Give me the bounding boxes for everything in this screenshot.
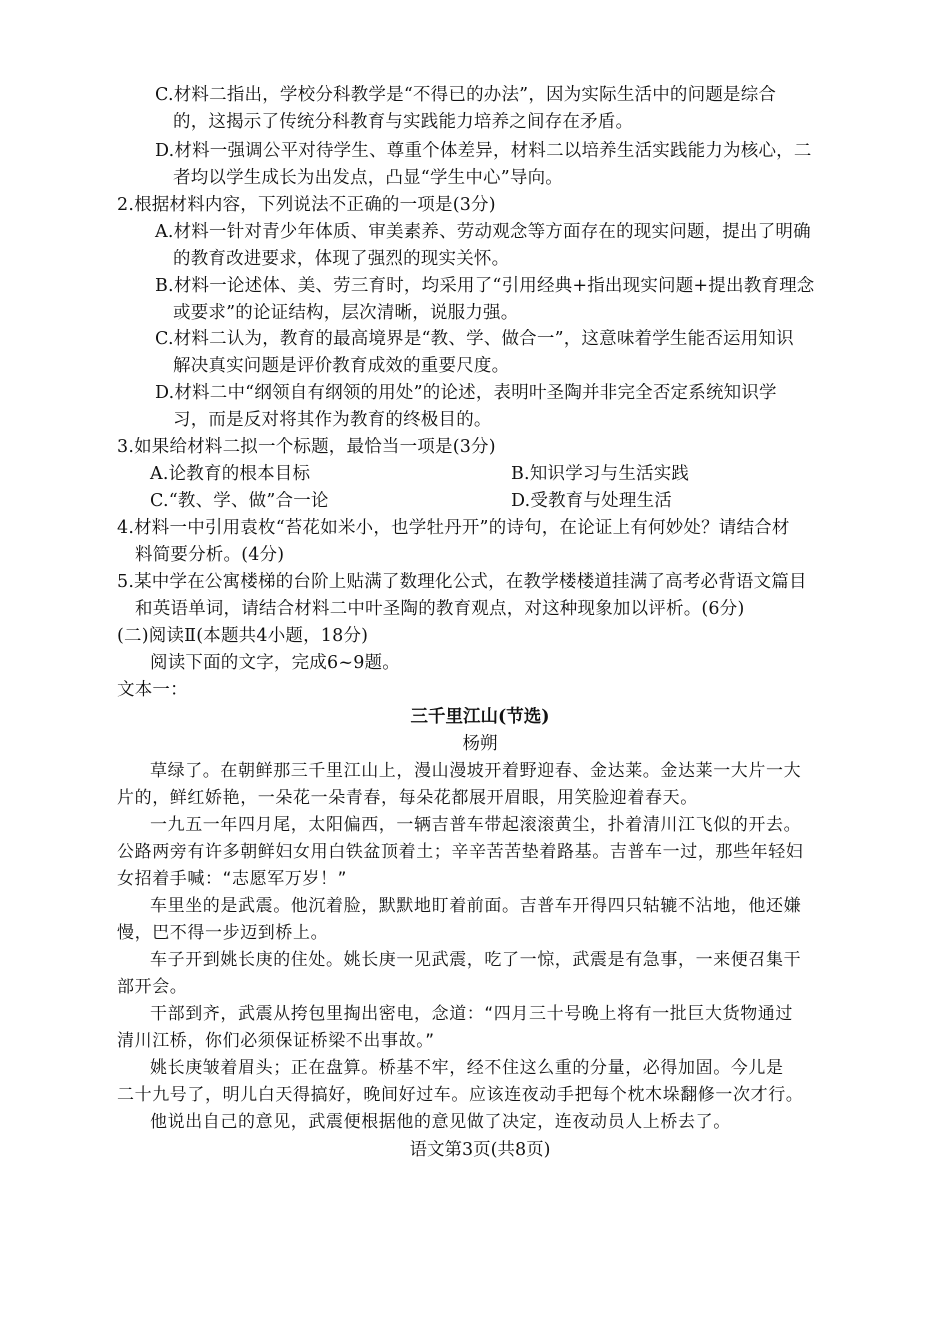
q2-option-c-line2: 解决真实问题是评价教育成效的重要尺度。 [173,356,510,376]
story-line: 片的，鲜红娇艳，一朵花一朵青春，每朵花都展开眉眼，用笑脸迎着春天。 [117,788,698,808]
story-line: 草绿了。在朝鲜那三千里江山上，漫山漫坡开着野迎春、金达莱。金达莱一大片一大 [150,761,802,781]
story-line: 部开会。 [117,977,188,997]
q5-stem-line2: 和英语单词，请结合材料二中叶圣陶的教育观点，对这种现象加以评析。(6分) [135,599,745,619]
story-line: 车子开到姚长庚的住处。姚长庚一见武震，吃了一惊，武震是有急事，一来便召集干 [150,950,802,970]
page-footer: 语文第3页(共8页) [409,1140,551,1160]
q3-option-b: B.知识学习与生活实践 [511,464,690,484]
q3-option-a: A.论教育的根本目标 [150,464,311,484]
story-line: 公路两旁有许多朝鲜妇女用白铁盆顶着土；辛辛苦苦垫着路基。吉普车一过，那些年轻妇 [117,842,804,862]
q2-option-a-line1: A.材料一针对青少年体质、审美素养、劳动观念等方面存在的现实问题，提出了明确 [155,222,811,242]
q2-option-c-line1: C.材料二认为，教育的最高境界是“教、学、做合一”，这意味着学生能否运用知识 [155,329,794,349]
story-line: 慢，巴不得一步迈到桥上。 [117,923,329,943]
q2-option-a-line2: 的教育改进要求，体现了强烈的现实关怀。 [173,249,510,269]
q2-option-d-line1: D.材料二中“纲领自有纲领的用处”的论述，表明叶圣陶并非完全否定系统知识学 [155,383,777,403]
q3-option-c: C.“教、学、做”合一论 [150,491,329,511]
q3-option-d: D.受教育与处理生活 [511,491,672,511]
story-line: 二十九号了，明儿白天得搞好，晚间好过车。应该连夜动手把每个枕木垛翻修一次才行。 [117,1085,804,1105]
text-one-label: 文本一： [117,680,188,700]
story-line: 干部到齐，武震从挎包里掏出密电，念道：“四月三十号晚上将有一批巨大货物通过 [150,1004,794,1024]
q4-stem-line2: 料简要分析。(4分) [135,545,285,565]
section2-heading: (二)阅读Ⅱ(本题共4小题，18分) [117,626,369,646]
q1-option-d-line2: 者均以学生成长为出发点，凸显“学生中心”导向。 [173,168,563,188]
q1-option-c-line2: 的，这揭示了传统分科教育与实践能力培养之间存在矛盾。 [173,112,634,132]
q3-stem: 3.如果给材料二拟一个标题，最恰当一项是(3分) [117,437,496,457]
q1-option-d-line1: D.材料一强调公平对待学生、尊重个体差异，材料二以培养生活实践能力为核心，二 [155,141,812,161]
q2-option-b-line1: B.材料一论述体、美、劳三育时，均采用了“引用经典+指出现实问题+提出教育理念 [155,276,815,296]
story-line: 姚长庚皱着眉头；正在盘算。桥基不牢，经不住这么重的分量，必得加固。今儿是 [150,1058,784,1078]
q5-stem-line1: 5.某中学在公寓楼梯的台阶上贴满了数理化公式，在教学楼楼道挂满了高考必背语文篇目 [117,572,807,592]
story-line: 一九五一年四月尾，太阳偏西，一辆吉普车带起滚滚黄尘，扑着清川江飞似的开去。 [150,815,802,835]
section2-instruction: 阅读下面的文字，完成6~9题。 [150,653,400,673]
q1-option-c-line1: C.材料二指出，学校分科教学是“不得已的办法”，因为实际生活中的问题是综合 [155,85,777,105]
q2-option-b-line2: 或要求”的论证结构，层次清晰，说服力强。 [173,303,519,323]
story-line: 女招着手喊：“志愿军万岁！” [117,869,348,889]
story-line: 他说出自己的意见，武震便根据他的意见做了决定，连夜动员人上桥去了。 [150,1112,731,1132]
story-title: 三千里江山(节选) [410,707,550,727]
q2-stem: 2.根据材料内容，下列说法不正确的一项是(3分) [117,195,496,215]
q4-stem-line1: 4.材料一中引用袁枚“苔花如米小，也学牡丹开”的诗句，在论证上有何妙处？请结合材 [117,518,790,538]
q2-option-d-line2: 习，而是反对将其作为教育的终极目的。 [173,410,492,430]
story-line: 车里坐的是武震。他沉着脸，默默地盯着前面。吉普车开得四只轱辘不沾地，他还嫌 [150,896,802,916]
story-line: 清川江桥，你们必须保证桥梁不出事故。” [117,1031,435,1051]
story-author: 杨朔 [462,734,498,754]
